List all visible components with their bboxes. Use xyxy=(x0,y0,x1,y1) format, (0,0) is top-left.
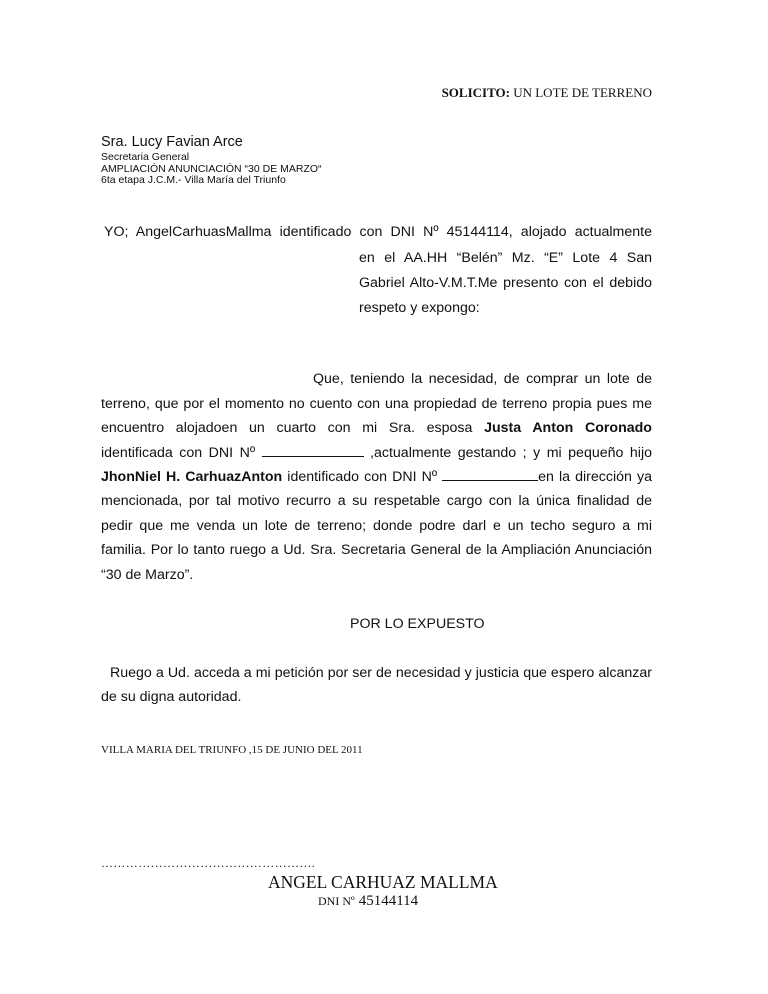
signer-dni-label: DNI Nº xyxy=(318,894,355,908)
intro-line-3: Gabriel Alto-V.M.T.Me presento con el debido xyxy=(359,275,652,291)
subject-label: SOLICITO: xyxy=(441,85,510,100)
body-line-4-rest: ,actualmente gestando ; y mi pequeño hijo xyxy=(370,445,652,461)
subject-line xyxy=(442,85,652,101)
wife-dni-blank xyxy=(262,444,364,457)
body-line-3-text: encuentro alojadoen un cuarto con mi Sra. esposa xyxy=(101,420,473,436)
intro-line-4: respeto y expongo: xyxy=(359,300,480,316)
body-line-5-rest: en la dirección ya xyxy=(538,469,652,485)
body-line-7: pedir que me venda un lote de terreno; donde podre darl e un techo seguro a mi xyxy=(101,518,652,534)
expuesto-heading: POR LO EXPUESTO xyxy=(350,616,485,632)
addressee-org: AMPLIACIÓN ANUNCIACIÓN “30 DE MARZO“ xyxy=(101,162,322,175)
subject-text: UN LOTE DE TERRENO xyxy=(513,85,652,100)
body-line-2: terreno, que por el momento no cuento con una propiedad de terreno propia pues me xyxy=(101,396,652,412)
body-line-3 xyxy=(101,420,652,436)
request-line-1: Ruego a Ud. acceda a mi petición por ser de necesidad y justicia que espero alcanzar xyxy=(110,665,652,681)
signer-dni xyxy=(318,892,418,910)
body-line-5-text: identificado con DNI Nº xyxy=(287,469,438,485)
body-line-6: mencionada, por tal motivo recurro a su respetable cargo con la única finalidad de xyxy=(101,493,652,509)
wife-name: Justa Anton Coronado xyxy=(484,420,652,436)
intro-line-2: en el AA.HH “Belén” Mz. “E” Lote 4 San xyxy=(359,250,652,266)
intro-line-1: YO; AngelCarhuasMallma identificado con DNI Nº 45144114, alojado actualmente xyxy=(104,224,652,240)
addressee-title: Secretaria General xyxy=(101,151,190,163)
body-line-1: Que, teniendo la necesidad, de comprar un lote de xyxy=(313,371,652,387)
body-line-4 xyxy=(101,444,652,461)
body-line-9: “30 de Marzo”. xyxy=(101,567,194,583)
signer-dni-value: 45144114 xyxy=(358,893,419,909)
place-date: VILLA MARIA DEL TRIUNFO ,15 DE JUNIO DEL 2011 xyxy=(101,744,363,756)
son-name: JhonNiel H. CarhuazAnton xyxy=(101,469,283,485)
signature-line: ……………………………………………. xyxy=(101,856,316,870)
addressee-block xyxy=(101,152,322,187)
signer-name: ANGEL CARHUAZ MALLMA xyxy=(268,872,498,892)
son-dni-blank xyxy=(442,468,538,481)
body-line-5 xyxy=(101,468,652,485)
request-line-2: de su digna autoridad. xyxy=(101,689,242,705)
addressee-address: 6ta etapa J.C.M.- Villa María del Triunfo xyxy=(101,174,286,186)
addressee-name: Sra. Lucy Favian Arce xyxy=(101,134,243,150)
body-line-8: familia. Por lo tanto ruego a Ud. Sra. Secretaria General de la Ampliación Anunciación xyxy=(101,542,652,558)
body-line-4-text: identificada con DNI Nº xyxy=(101,445,256,461)
